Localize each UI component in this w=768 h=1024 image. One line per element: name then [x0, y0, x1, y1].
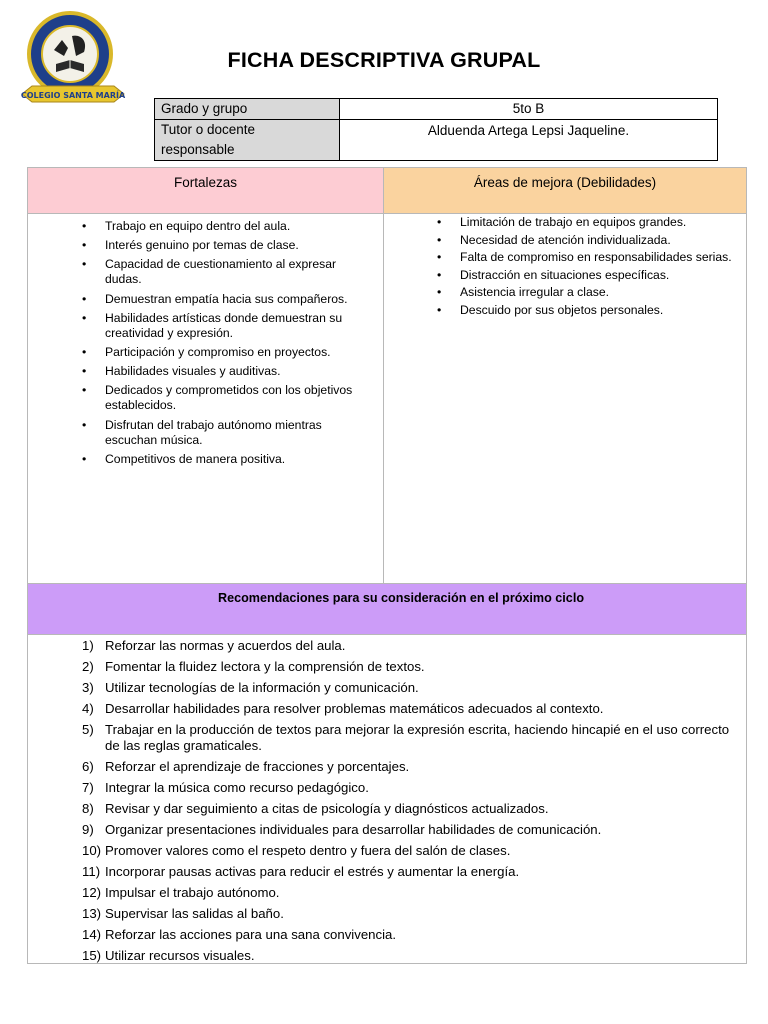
list-item — [28, 638, 746, 654]
school-logo — [18, 10, 128, 110]
item-number: 10) — [82, 843, 102, 858]
bullet: • — [437, 232, 442, 247]
tutor-label-line2: responsable — [161, 142, 235, 157]
info-table — [154, 98, 718, 161]
weaknesses-list — [384, 214, 746, 318]
recommendation-text: Promover valores como el respeto dentro y fuera del salón de clases. — [105, 843, 511, 858]
item-number: 2) — [82, 659, 94, 674]
bullet: • — [82, 383, 87, 398]
recommendation-text: Desarrollar habilidades para resolver problemas matemáticos adecuados al contexto. — [105, 701, 604, 716]
list-item — [384, 285, 742, 300]
grade-value: 5to B — [340, 99, 718, 120]
recommendation-text: Reforzar las normas y acuerdos del aula. — [105, 638, 346, 653]
weaknesses-cell — [384, 214, 746, 583]
bullet: • — [82, 238, 87, 253]
bullet: • — [82, 310, 87, 325]
item-number: 11) — [82, 864, 101, 879]
bullet: • — [82, 417, 87, 432]
strength-text: Trabajo en equipo dentro del aula. — [105, 219, 291, 233]
item-number: 3) — [82, 680, 94, 695]
list-item — [28, 219, 363, 234]
list-item — [28, 383, 363, 413]
weakness-text: Falta de compromiso en responsabilidades serias. — [460, 250, 732, 265]
list-item — [28, 659, 746, 675]
item-number: 12) — [82, 885, 102, 900]
bullet: • — [437, 250, 442, 265]
bullet: • — [437, 285, 442, 300]
recommendation-text: Utilizar recursos visuales. — [105, 948, 255, 963]
list-item — [28, 864, 746, 880]
list-item — [28, 418, 363, 448]
list-item — [28, 822, 746, 838]
bullet: • — [82, 344, 87, 359]
recommendation-text: Incorporar pausas activas para reducir el estrés y aumentar la energía. — [105, 864, 520, 879]
tutor-value: Alduenda Artega Lepsi Jaqueline. — [340, 120, 718, 161]
list-item — [28, 452, 363, 467]
bullet: • — [82, 364, 87, 379]
item-number: 4) — [82, 701, 94, 716]
strength-text: Demuestran empatía hacia sus compañeros. — [105, 291, 348, 306]
page-title: FICHA DESCRIPTIVA GRUPAL — [227, 48, 541, 72]
list-item — [28, 364, 363, 379]
list-item — [28, 801, 746, 817]
strength-text: Participación y compromiso en proyectos. — [105, 344, 331, 359]
weaknesses-header: Áreas de mejora (Debilidades) — [384, 168, 746, 214]
item-number: 9) — [82, 822, 94, 837]
bullet: • — [437, 215, 442, 229]
recommendation-text: Fomentar la fluidez lectora y la comprensión de textos. — [105, 659, 425, 674]
list-item — [28, 238, 363, 253]
list-item — [28, 345, 363, 360]
item-number: 14) — [82, 927, 102, 942]
tutor-label — [155, 120, 340, 161]
item-number: 1) — [82, 638, 94, 653]
list-item — [28, 759, 746, 775]
recommendation-text: Reforzar las acciones para una sana convivencia. — [105, 927, 397, 942]
strength-text: Capacidad de cuestionamiento al expresar dudas. — [105, 257, 337, 287]
list-item — [28, 701, 746, 717]
descriptive-table — [27, 167, 747, 964]
strengths-header: Fortalezas — [28, 168, 384, 214]
strength-text: Interés genuino por temas de clase. — [105, 238, 299, 253]
list-item — [28, 780, 746, 796]
recommendations-header-cell — [28, 583, 746, 635]
list-item — [28, 680, 746, 696]
list-item — [384, 268, 742, 283]
recommendation-text: Utilizar tecnologías de la información y comunicación. — [105, 680, 419, 695]
list-item — [28, 843, 746, 859]
svg-text:COLEGIO SANTA MARÍA: COLEGIO SANTA MARÍA — [20, 91, 126, 100]
item-number: 5) — [82, 722, 94, 737]
item-number: 6) — [82, 759, 94, 774]
recommendation-text: Reforzar el aprendizaje de fracciones y porcentajes. — [105, 759, 410, 774]
strengths-list — [28, 214, 383, 467]
recommendations-cell — [28, 638, 746, 969]
strengths-cell — [28, 214, 384, 583]
bullet: • — [82, 291, 87, 306]
item-number: 13) — [82, 906, 102, 921]
recommendation-text: Organizar presentaciones individuales para desarrollar habilidades de comunicación. — [105, 822, 602, 837]
list-item — [28, 292, 363, 307]
list-item — [28, 906, 746, 922]
recommendation-text: Trabajar en la producción de textos para mejorar la expresión escrita, haciendo hincapié en el uso correcto de las reglas gramaticales. — [105, 722, 730, 753]
weakness-text: Distracción en situaciones específicas. — [460, 267, 670, 282]
list-item — [28, 927, 746, 943]
recommendation-text: Supervisar las salidas al baño. — [105, 906, 284, 921]
recommendations-list — [28, 638, 746, 964]
list-item — [28, 948, 746, 964]
item-number: 8) — [82, 801, 94, 816]
list-item — [384, 250, 742, 265]
strength-text: Dedicados y comprometidos con los objetivos establecidos. — [105, 383, 353, 413]
list-item — [28, 311, 363, 341]
grade-label: Grado y grupo — [155, 99, 340, 120]
weakness-text: Limitación de trabajo en equipos grandes. — [460, 215, 687, 229]
bullet: • — [82, 451, 87, 466]
tutor-label-line1: Tutor o docente — [161, 122, 256, 137]
list-item — [384, 215, 742, 230]
bullet: • — [437, 302, 442, 317]
recommendation-text: Integrar la música como recurso pedagógico. — [105, 780, 369, 795]
weakness-text: Asistencia irregular a clase. — [460, 285, 610, 300]
strength-text: Habilidades visuales y auditivas. — [105, 364, 281, 379]
strength-text: Habilidades artísticas donde demuestran su creatividad y expresión. — [105, 310, 343, 340]
list-item — [384, 233, 742, 248]
list-item — [28, 257, 363, 287]
item-number: 15) — [82, 948, 102, 963]
list-item — [28, 722, 746, 754]
weakness-text: Descuido por sus objetos personales. — [460, 302, 664, 317]
recommendations-header: Recomendaciones para su consideración en el próximo ciclo — [217, 591, 585, 605]
weakness-text: Necesidad de atención individualizada. — [460, 232, 671, 247]
list-item — [28, 885, 746, 901]
item-number: 7) — [82, 780, 94, 795]
recommendation-text: Revisar y dar seguimiento a citas de psicología y diagnósticos actualizados. — [105, 801, 549, 816]
strength-text: Competitivos de manera positiva. — [105, 451, 286, 466]
bullet: • — [82, 219, 87, 233]
bullet: • — [82, 257, 87, 272]
strength-text: Disfrutan del trabajo autónomo mientras escuchan música. — [105, 417, 322, 447]
bullet: • — [437, 267, 442, 282]
recommendation-text: Impulsar el trabajo autónomo. — [105, 885, 280, 900]
list-item — [384, 303, 742, 318]
